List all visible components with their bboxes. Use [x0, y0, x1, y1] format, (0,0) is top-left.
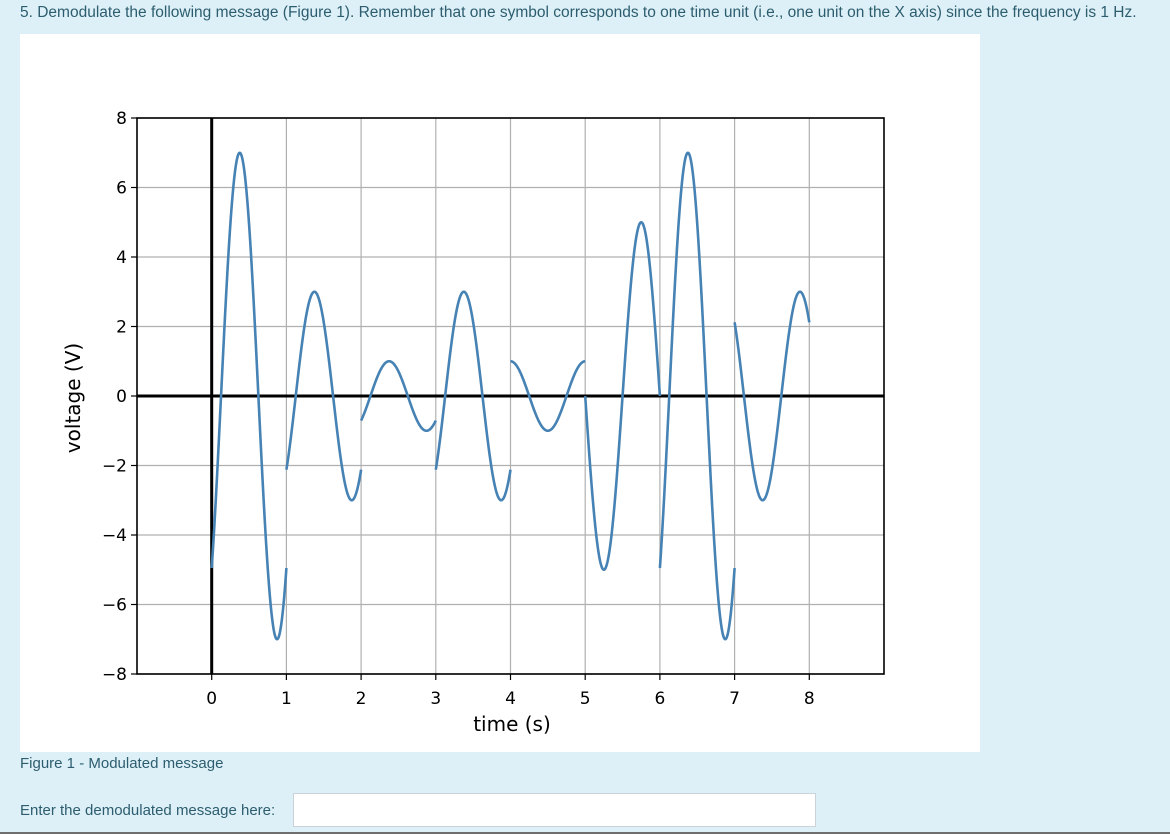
modulated-signal-chart	[20, 34, 980, 752]
answer-input[interactable]	[293, 793, 816, 827]
x-tick-label: 6	[654, 689, 666, 709]
x-tick-label: 5	[579, 689, 591, 709]
question-text: 5. Demodulate the following message (Figure 1). Remember that one symbol corresponds to one time unit (i.e., one unit on the X axis) since the frequency is 1 Hz.	[20, 4, 1137, 21]
y-tick-label: 4	[116, 248, 127, 268]
y-tick-label: 8	[116, 109, 127, 129]
y-tick-label: −6	[101, 595, 127, 616]
x-tick-label: 4	[505, 689, 516, 709]
x-tick-label: 1	[280, 689, 292, 709]
y-tick-label: −2	[101, 456, 127, 477]
x-tick-label: 0	[206, 689, 218, 709]
figure-caption: Figure 1 - Modulated message	[20, 755, 224, 772]
x-tick-label: 2	[355, 689, 367, 709]
y-tick-label: −8	[101, 665, 127, 685]
y-tick-label: 6	[116, 178, 127, 199]
y-tick-label: 0	[116, 387, 127, 407]
x-axis-label: time (s)	[473, 712, 551, 736]
y-tick-label: −4	[101, 526, 127, 546]
y-tick-label: 2	[116, 317, 127, 338]
x-tick-label: 3	[430, 689, 442, 709]
y-axis-label: voltage (V)	[61, 342, 85, 454]
answer-label: Enter the demodulated message here:	[20, 802, 276, 819]
figure-panel	[20, 34, 980, 752]
x-tick-label: 8	[803, 689, 815, 709]
x-tick-label: 7	[729, 689, 741, 709]
